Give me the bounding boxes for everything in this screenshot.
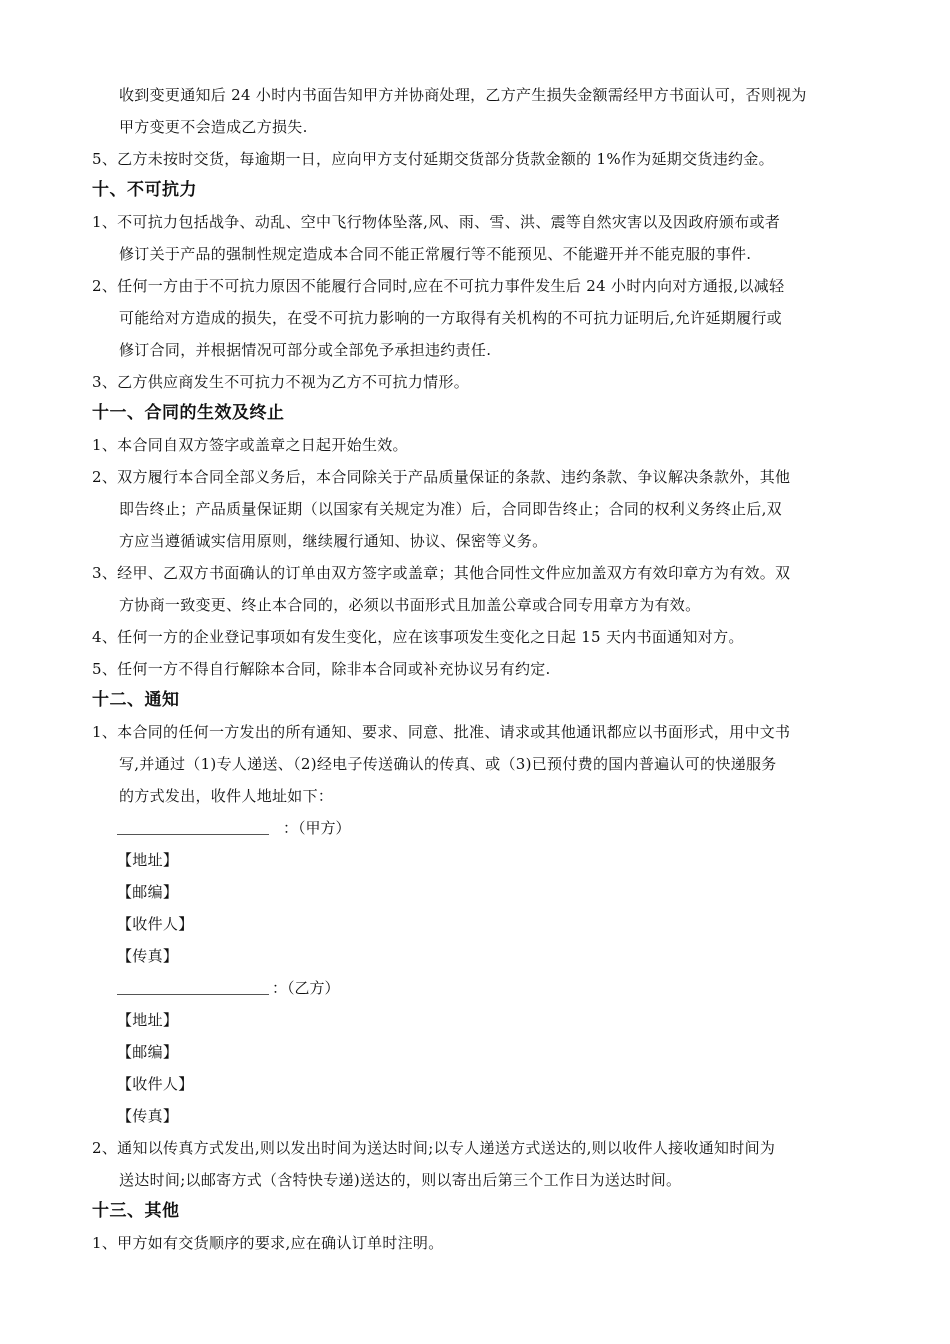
- party-b-label: ：（乙方）: [272, 979, 340, 997]
- s10-item3: 3、乙方供应商发生不可抗力不视为乙方不可抗力情形。: [92, 373, 470, 391]
- s12-item1-line3: 的方式发出，收件人地址如下：: [119, 787, 334, 805]
- s11-item3-line1: 3、经甲、乙双方书面确认的订单由双方签字或盖章；其他合同性文件应加盖双方有效印章方为有效。双: [92, 564, 791, 582]
- s11-item5: 5、任何一方不得自行解除本合同，除非本合同或补充协议另有约定.: [92, 660, 551, 678]
- party-a-address-label: 【地址】: [117, 851, 179, 869]
- party-b-fax-label: 【传真】: [117, 1107, 179, 1125]
- s10-item1-line2: 修订关于产品的强制性规定造成本合同不能正常履行等不能预见、不能避开并不能克服的事件.: [119, 245, 752, 263]
- s12-item1-line2: 写,并通过（1)专人递送、（2)经电子传送确认的传真、或（3)已预付费的国内普遍认可的快递服务: [119, 755, 777, 773]
- s12-item2-line1: 2、通知以传真方式发出,则以发出时间为送达时间;以专人递送方式送达的,则以收件人接收通知时间为: [92, 1139, 776, 1157]
- s9-item4-line3: 甲方变更不会造成乙方损失.: [119, 118, 308, 136]
- s11-item4: 4、任何一方的企业登记事项如有发生变化，应在该事项发生变化之日起 15 天内书面通知对方。: [92, 628, 744, 646]
- s11-item2-line1: 2、双方履行本合同全部义务后，本合同除关于产品质量保证的条款、违约条款、争议解决条款外，其他: [92, 468, 791, 486]
- section-12-heading: 十二、通知: [92, 690, 180, 710]
- s10-item2-line3: 修订合同，并根据情况可部分或全部免予承担违约责任.: [119, 341, 492, 359]
- party-b-address-label: 【地址】: [117, 1011, 179, 1029]
- s11-item3-line2: 方协商一致变更、终止本合同的，必须以书面形式且加盖公章或合同专用章方为有效。: [119, 596, 701, 614]
- s11-item2-line3: 方应当遵循诚实信用原则，继续履行通知、协议、保密等义务。: [119, 532, 548, 550]
- party-b-recipient-label: 【收件人】: [117, 1075, 194, 1093]
- s10-item2-line2: 可能给对方造成的损失，在受不可抗力影响的一方取得有关机构的不可抗力证明后,允许延期履行或: [119, 309, 782, 327]
- s10-item1-line1: 1、不可抗力包括战争、动乱、空中飞行物体坠落,风、雨、雪、洪、震等自然灾害以及因政府颁布或者: [92, 213, 781, 231]
- section-11-heading: 十一、合同的生效及终止: [92, 403, 285, 423]
- party-a-recipient-label: 【收件人】: [117, 915, 194, 933]
- party-b-postcode-label: 【邮编】: [117, 1043, 179, 1061]
- s10-item2-line1: 2、任何一方由于不可抗力原因不能履行合同时,应在不可抗力事件发生后 24 小时内向对方通报,以减轻: [92, 277, 785, 295]
- s11-item1: 1、本合同自双方签字或盖章之日起开始生效。: [92, 436, 408, 454]
- section-10-heading: 十、不可抗力: [92, 180, 197, 200]
- party-b-name-blank: [117, 994, 269, 995]
- s9-item5: 5、乙方未按时交货，每逾期一日，应向甲方支付延期交货部分货款金额的 1%作为延期交货违约金。: [92, 150, 774, 168]
- s13-item1: 1、甲方如有交货顺序的要求,应在确认订单时注明。: [92, 1234, 444, 1252]
- section-13-heading: 十三、其他: [92, 1201, 180, 1221]
- s12-item1-line1: 1、本合同的任何一方发出的所有通知、要求、同意、批准、请求或其他通讯都应以书面形式，用中文书: [92, 723, 791, 741]
- party-a-postcode-label: 【邮编】: [117, 883, 179, 901]
- party-a-name-blank: [117, 834, 269, 835]
- s12-item2-line2: 送达时间;以邮寄方式（含特快专递)送达的，则以寄出后第三个工作日为送达时间。: [119, 1171, 682, 1189]
- s11-item2-line2: 即告终止；产品质量保证期（以国家有关规定为准）后，合同即告终止；合同的权利义务终止后,双: [119, 500, 782, 518]
- s9-item4-line2: 收到变更通知后 24 小时内书面告知甲方并协商处理，乙方产生损失金额需经甲方书面认可，否则视为: [119, 86, 807, 104]
- party-a-label: ：（甲方）: [283, 819, 351, 837]
- party-a-fax-label: 【传真】: [117, 947, 179, 965]
